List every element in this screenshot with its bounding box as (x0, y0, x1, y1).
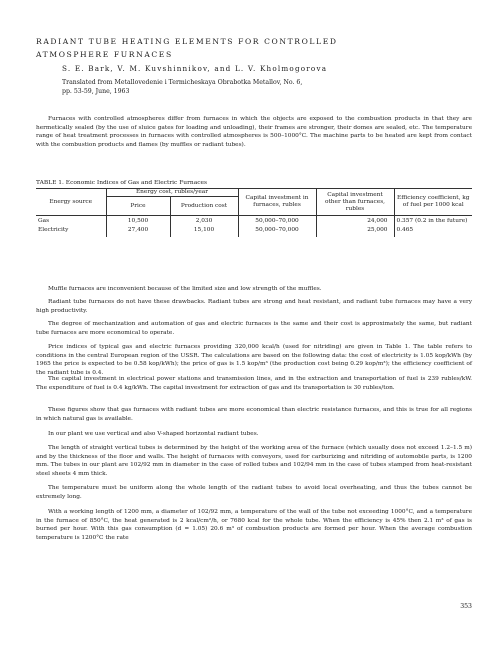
paragraph-tube-length: The length of straight vertical tubes is determined by the height of the working area of the furnace (which usually does not exceed 1.2–1.5 m) and by the thickness of the floor and walls. The height of furnaces with conveyors, used for carburizing and nitriding of automobile parts, is 1200 mm. The tubes in our plant are 102/92 mm in diameter in the case of rolled tubes and 102/94 mm in the case of tubes stamped from heat-resistant steel sheets 4 mm thick. (36, 445, 472, 477)
paragraph-capital-investment: The capital investment in electrical power stations and transmission lines, and in the extraction and transportation of fuel is 239 rubles/kW. The expenditure of fuel is 0.4 kg/kWh. The capital investment for extraction of gas and its transportation is 30 rubles/ton. (36, 376, 472, 391)
header-energy-source: Energy source (36, 189, 106, 216)
translation-note (62, 78, 482, 96)
translation-line-1: Translated from Metallovedenie i Termicheskaya Obrabotka Metallov, No. 6, (62, 79, 303, 86)
table-row (36, 216, 472, 226)
header-efficiency: Efficiency coefficient, kg of fuel per 1000 kcal (394, 189, 472, 216)
paragraph-working-length: With a working length of 1200 mm, a diameter of 102/92 mm, a temperature of the wall of the tube not exceeding 1000°C, and a temperature in the furnace of 850°C, the heat generated is 2 kcal/cm²/h, or 7680 kcal for the whole tube. When the efficiency is 45% then 2.1 m³ of gas is burned per hour. With this gas consumption (d = 1.05) 20.6 m³ of combustion products are formed per hour. When the average combustion temperature is 1200°C the rate (36, 509, 472, 541)
cell-capital-furnaces: 50,000–70,000 (238, 225, 316, 237)
header-capital-investment: Capital investment in furnaces, rubles (238, 189, 316, 216)
economic-indices-table (36, 188, 472, 237)
article-title (36, 36, 476, 61)
header-capital-investment-other: Capital investment other than furnaces, rubles (316, 189, 394, 216)
paragraph-intro: Furnaces with controlled atmospheres differ from furnaces in which the objects are exposed to the combustion products in that they are hermetically sealed (by the use of sluice gates for loading and unloading), their frames are stronger, their domes are sealed, etc. The temperature range of heat treatment processes in furnaces with controlled atmospheres is 500–1000°C. The machine parts to be heated are kept from contact with the combustion products and flames (by muffles or radiant tubes). (36, 116, 472, 148)
cell-efficiency: 0.465 (394, 225, 472, 237)
paragraph-mechanization: The degree of mechanization and automation of gas and electric furnaces is the same and their cost is approximately the same, but radiant tube furnaces are more economical to operate. (36, 321, 472, 336)
title-line-2: ATMOSPHERE FURNACES (36, 49, 173, 59)
cell-capital-furnaces: 50,000–70,000 (238, 216, 316, 226)
cell-price: 27,400 (106, 225, 170, 237)
cell-production-cost: 2,030 (170, 216, 238, 226)
cell-capital-other: 24,000 (316, 216, 394, 226)
paragraph-price-indices: Price indices of typical gas and electric furnaces providing 320,000 kcal/h (used for nitriding) are given in Table 1. The table refers to conditions in the central European region of the USSR. The calculations are based on the following data: the cost of electricity is 1.05 kop/kWh (by 1965 the price is expected to be 0.58 kop/kWh); the price of gas is 1.5 kop/m³ (the production cost being 0.29 kop/m³); the efficiency coefficient of the radiant tube is 0.4. (36, 344, 472, 376)
header-energy-cost: Energy cost, rubles/year (106, 189, 238, 197)
cell-capital-other: 25,000 (316, 225, 394, 237)
cell-price: 10,500 (106, 216, 170, 226)
table-caption: TABLE 1. Economic Indices of Gas and Electric Furnaces (36, 180, 208, 186)
cell-source: Electricity (38, 227, 69, 233)
header-price: Price (106, 197, 170, 216)
cell-production-cost: 15,100 (170, 225, 238, 237)
translation-line-2: pp. 53-59, June, 1963 (62, 88, 130, 95)
paragraph-figures: These figures show that gas furnaces with radiant tubes are more economical than electric resistance furnaces, and this is true for all regions in which natural gas is available. (36, 407, 472, 422)
header-production-cost: Production cost (170, 197, 238, 216)
paragraph-plant-tubes: In our plant we use vertical and also V-shaped horizontal radiant tubes. (48, 431, 259, 437)
paragraph-radiant-tube: Radiant tube furnaces do not have these drawbacks. Radiant tubes are strong and heat resistant, and radiant tube furnaces may have a very high productivity. (36, 299, 472, 314)
paragraph-temperature: The temperature must be uniform along the whole length of the radiant tubes to avoid local overheating, and thus the tubes cannot be extremely long. (36, 485, 472, 500)
cell-source: Gas (38, 218, 50, 224)
table-row (36, 225, 472, 237)
title-line-1: RADIANT TUBE HEATING ELEMENTS FOR CONTROLLED (36, 37, 338, 46)
paragraph-muffle: Muffle furnaces are inconvenient because of the limited size and low strength of the muffles. (48, 286, 322, 292)
cell-efficiency: 0.357 (0.2 in the future) (394, 216, 472, 226)
authors: S. E. Bark, V. M. Kuvshinnikov, and L. V. Kholmogorova (62, 64, 328, 73)
page-number: 353 (460, 603, 472, 610)
